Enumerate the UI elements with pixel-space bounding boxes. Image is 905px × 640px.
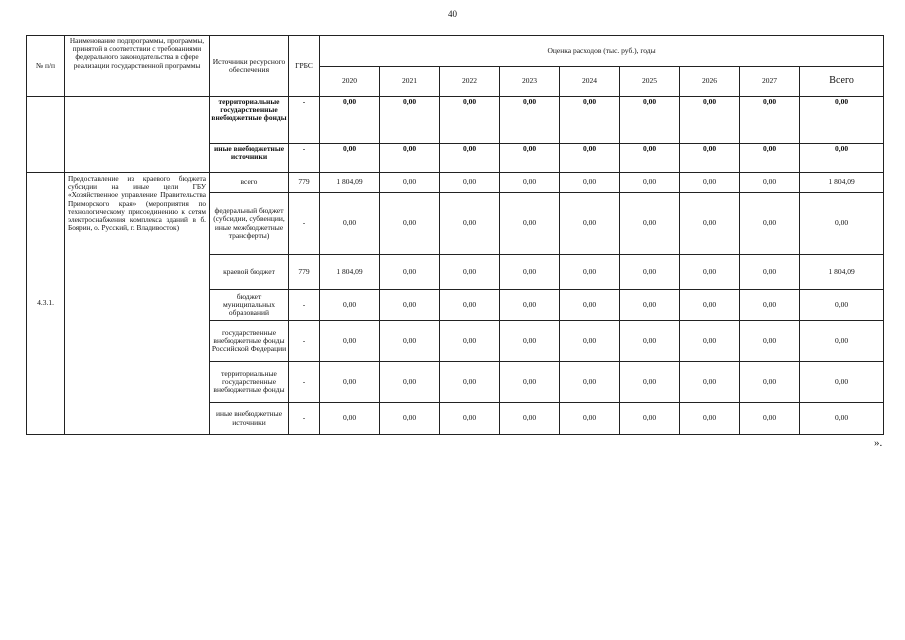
value-cell: 0,00 — [560, 321, 620, 362]
value-cell: 1 804,09 — [320, 255, 380, 290]
header-grbs: ГРБС — [289, 36, 320, 97]
value-cell: 1 804,09 — [800, 255, 884, 290]
value-cell: 0,00 — [560, 173, 620, 193]
value-cell: 0,00 — [560, 193, 620, 255]
value-cell: 0,00 — [800, 403, 884, 435]
year-header: 2022 — [440, 67, 500, 97]
value-cell: 0,00 — [740, 97, 800, 144]
value-cell: 0,00 — [500, 144, 560, 173]
value-cell: 0,00 — [800, 193, 884, 255]
value-cell: 0,00 — [680, 97, 740, 144]
value-cell: 0,00 — [440, 193, 500, 255]
value-cell: 0,00 — [680, 321, 740, 362]
value-cell: 0,00 — [740, 362, 800, 403]
value-cell: 0,00 — [440, 97, 500, 144]
value-cell: 0,00 — [740, 144, 800, 173]
value-cell: 0,00 — [620, 193, 680, 255]
year-header: 2023 — [500, 67, 560, 97]
value-cell: 1 804,09 — [320, 173, 380, 193]
year-header: 2026 — [680, 67, 740, 97]
value-cell: 0,00 — [440, 321, 500, 362]
value-cell: 0,00 — [320, 290, 380, 321]
value-cell: 0,00 — [800, 290, 884, 321]
value-cell: 0,00 — [740, 290, 800, 321]
value-cell: 0,00 — [560, 290, 620, 321]
value-cell: 0,00 — [500, 362, 560, 403]
value-cell: 0,00 — [620, 255, 680, 290]
value-cell: 0,00 — [380, 97, 440, 144]
value-cell: 0,00 — [740, 403, 800, 435]
table-row — [27, 97, 884, 144]
value-cell: 0,00 — [500, 290, 560, 321]
value-cell: 0,00 — [740, 173, 800, 193]
value-cell: 0,00 — [620, 173, 680, 193]
source-cell: иные внебюджетные источники — [210, 403, 289, 435]
value-cell: 0,00 — [440, 403, 500, 435]
source-cell: краевой бюджет — [210, 255, 289, 290]
value-cell: 0,00 — [320, 97, 380, 144]
value-cell: 0,00 — [620, 97, 680, 144]
value-cell: 0,00 — [680, 255, 740, 290]
empty-cell — [27, 97, 65, 173]
value-cell: 0,00 — [380, 321, 440, 362]
grbs-cell: - — [289, 97, 320, 144]
value-cell: 0,00 — [500, 173, 560, 193]
value-cell: 0,00 — [680, 173, 740, 193]
year-header: 2027 — [740, 67, 800, 97]
value-cell: 0,00 — [380, 362, 440, 403]
header-name: Наименование подпрограммы, программы, принятой в соответствии с требованиями федерального законодательства в сфере реализации государственной программы — [65, 36, 210, 97]
grbs-cell: - — [289, 193, 320, 255]
grbs-cell: - — [289, 321, 320, 362]
value-cell: 0,00 — [380, 255, 440, 290]
value-cell: 0,00 — [500, 255, 560, 290]
value-cell: 0,00 — [500, 97, 560, 144]
value-cell: 0,00 — [380, 290, 440, 321]
value-cell: 0,00 — [620, 362, 680, 403]
grbs-cell: 779 — [289, 255, 320, 290]
value-cell: 0,00 — [800, 97, 884, 144]
value-cell: 0,00 — [440, 362, 500, 403]
value-cell: 0,00 — [680, 144, 740, 173]
empty-cell — [65, 97, 210, 173]
value-cell: 0,00 — [440, 255, 500, 290]
item-number: 4.3.1. — [27, 173, 65, 435]
value-cell: 0,00 — [800, 144, 884, 173]
value-cell: 0,00 — [680, 362, 740, 403]
year-header: 2021 — [380, 67, 440, 97]
value-cell: 0,00 — [740, 255, 800, 290]
value-cell: 0,00 — [620, 403, 680, 435]
value-cell: 0,00 — [560, 144, 620, 173]
source-cell: иные внебюджетные источники — [210, 144, 289, 173]
value-cell: 0,00 — [800, 321, 884, 362]
grbs-cell: - — [289, 144, 320, 173]
year-header: 2020 — [320, 67, 380, 97]
header-num: № п/п — [27, 36, 65, 97]
value-cell: 0,00 — [380, 173, 440, 193]
source-cell: государственные внебюджетные фонды Российской Федерации — [210, 321, 289, 362]
grbs-cell: 779 — [289, 173, 320, 193]
item-description: Предоставление из краевого бюджета субсидии на иные цели ГБУ «Хозяйственное управление Правительства Приморского края» (мероприятия по технологическому присоединению к сетям электроснабжения комплекса зданий в б. Боярин, о. Русский, г. Владивосток) — [65, 173, 210, 435]
closing-quote: ». — [874, 437, 883, 449]
page-number: 40 — [448, 9, 457, 19]
source-cell: бюджет муниципальных образований — [210, 290, 289, 321]
value-cell: 1 804,09 — [800, 173, 884, 193]
value-cell: 0,00 — [740, 193, 800, 255]
value-cell: 0,00 — [680, 193, 740, 255]
grbs-cell: - — [289, 362, 320, 403]
header-sources: Источники ресурсного обеспечения — [210, 36, 289, 97]
value-cell: 0,00 — [560, 255, 620, 290]
table-row — [27, 173, 884, 193]
value-cell: 0,00 — [500, 403, 560, 435]
value-cell: 0,00 — [320, 362, 380, 403]
value-cell: 0,00 — [440, 144, 500, 173]
value-cell: 0,00 — [620, 144, 680, 173]
grbs-cell: - — [289, 290, 320, 321]
value-cell: 0,00 — [620, 290, 680, 321]
value-cell: 0,00 — [320, 193, 380, 255]
year-header: 2024 — [560, 67, 620, 97]
value-cell: 0,00 — [320, 321, 380, 362]
header-estimate: Оценка расходов (тыс. руб.), годы — [320, 36, 884, 67]
source-cell: территориальные государственные внебюджетные фонды — [210, 97, 289, 144]
value-cell: 0,00 — [380, 144, 440, 173]
value-cell: 0,00 — [560, 97, 620, 144]
value-cell: 0,00 — [380, 193, 440, 255]
value-cell: 0,00 — [500, 193, 560, 255]
total-header: Всего — [800, 67, 884, 97]
value-cell: 0,00 — [380, 403, 440, 435]
value-cell: 0,00 — [680, 403, 740, 435]
budget-table — [26, 35, 884, 435]
source-cell: территориальные государственные внебюджетные фонды — [210, 362, 289, 403]
value-cell: 0,00 — [620, 321, 680, 362]
value-cell: 0,00 — [680, 290, 740, 321]
value-cell: 0,00 — [500, 321, 560, 362]
value-cell: 0,00 — [740, 321, 800, 362]
value-cell: 0,00 — [440, 173, 500, 193]
value-cell: 0,00 — [800, 362, 884, 403]
source-cell: всего — [210, 173, 289, 193]
value-cell: 0,00 — [440, 290, 500, 321]
source-cell: федеральный бюджет (субсидии, субвенции, иные межбюджетные трансферты) — [210, 193, 289, 255]
year-header: 2025 — [620, 67, 680, 97]
value-cell: 0,00 — [560, 362, 620, 403]
grbs-cell: - — [289, 403, 320, 435]
value-cell: 0,00 — [320, 403, 380, 435]
value-cell: 0,00 — [320, 144, 380, 173]
value-cell: 0,00 — [560, 403, 620, 435]
